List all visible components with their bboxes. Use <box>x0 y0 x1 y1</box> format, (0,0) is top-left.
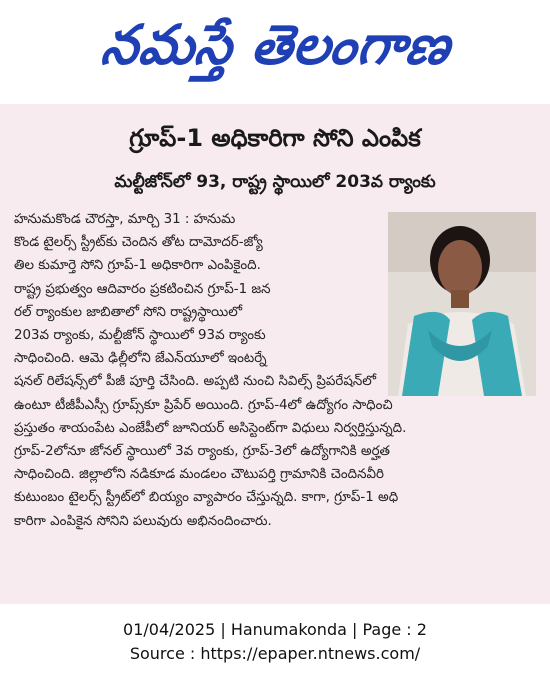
article-line: రల్ ర్యాంకుల జాబితాలో సోని రాష్ట్రస్థాయిలో <box>14 304 243 320</box>
article-body <box>14 208 536 533</box>
article-subheadline: మల్టీజోన్‌లో 93, రాష్ట్ర స్థాయిలో 203వ ర్యాంకు <box>114 172 436 192</box>
article-headline: గ్రూప్-1 అధికారిగా సోని ఎంపిక <box>129 124 421 152</box>
article-line: తిల కుమార్తె సోని గ్రూప్-1 అధికారిగా ఎంపికైంది. <box>14 258 261 274</box>
article-line: షనల్ రిలేషన్స్‌లో పీజీ పూర్తి చేసింది. అప్పటి నుంచి సివిల్స్ ప్రిపరేషన్‌లో <box>14 374 377 390</box>
article-line: ప్రస్తుతం శాయంపేట ఎంజేపీలో జూనియర్ అసిస్టెంట్‌గా విధులు నిర్వర్తిస్తున్నది. <box>14 420 407 436</box>
footer <box>0 618 550 666</box>
article-line: సాధించింది. ఆమె ఢిల్లీలోని జేఎన్‌యూలో ఇంటర్నే <box>14 351 267 367</box>
footer-edition-info: 01/04/2025 | Hanumakonda | Page : 2 <box>123 620 427 639</box>
article-line: ఉంటూ టీజీపీఎస్సీ గ్రూప్స్‌కూ ప్రిపేర్ అయింది. గ్రూప్-4లో ఉద్యోగం సాధించి <box>14 397 393 413</box>
article-line: హనుమకొండ చౌరస్తా, మార్చి 31 : హనుమ <box>14 212 236 227</box>
footer-source-link[interactable]: Source : https://epaper.ntnews.com/ <box>129 644 421 663</box>
newspaper-logo: నమస్తే తెలంగాణ <box>97 13 455 77</box>
article-line: రాష్ట్ర ప్రభుత్వం ఆదివారం ప్రకటించిన గ్రూప్-1 జన <box>14 281 271 297</box>
article-line: 203వ ర్యాంకు, మల్టీజోన్ స్థాయిలో 93వ ర్యాంకు <box>14 328 266 344</box>
article-line: గ్రూప్-2లోనూ జోనల్ స్థాయిలో 3వ ర్యాంకు, గ్రూప్-3లో ఉద్యోగానికి అర్హత <box>14 444 390 460</box>
article-line: కుటుంబం టైలర్స్ స్ట్రీట్‌లో బియ్యం వ్యాపారం చేస్తున్నది. కాగా, గ్రూప్-1 అధి <box>14 490 399 506</box>
article-line: సాధించింది. జిల్లాలోని నడికూడ మండలం చౌటుపర్తి గ్రామానికి చెందినవీరి <box>14 467 384 483</box>
masthead <box>0 0 550 104</box>
article-line: కారిగా ఎంపికైన సోనిని పలువురు అభినందించారు. <box>14 513 272 529</box>
article-line: కొండ టైలర్స్ స్ట్రీట్‌కు చెందిన తోట దామోదర్-జ్యో <box>14 235 263 251</box>
